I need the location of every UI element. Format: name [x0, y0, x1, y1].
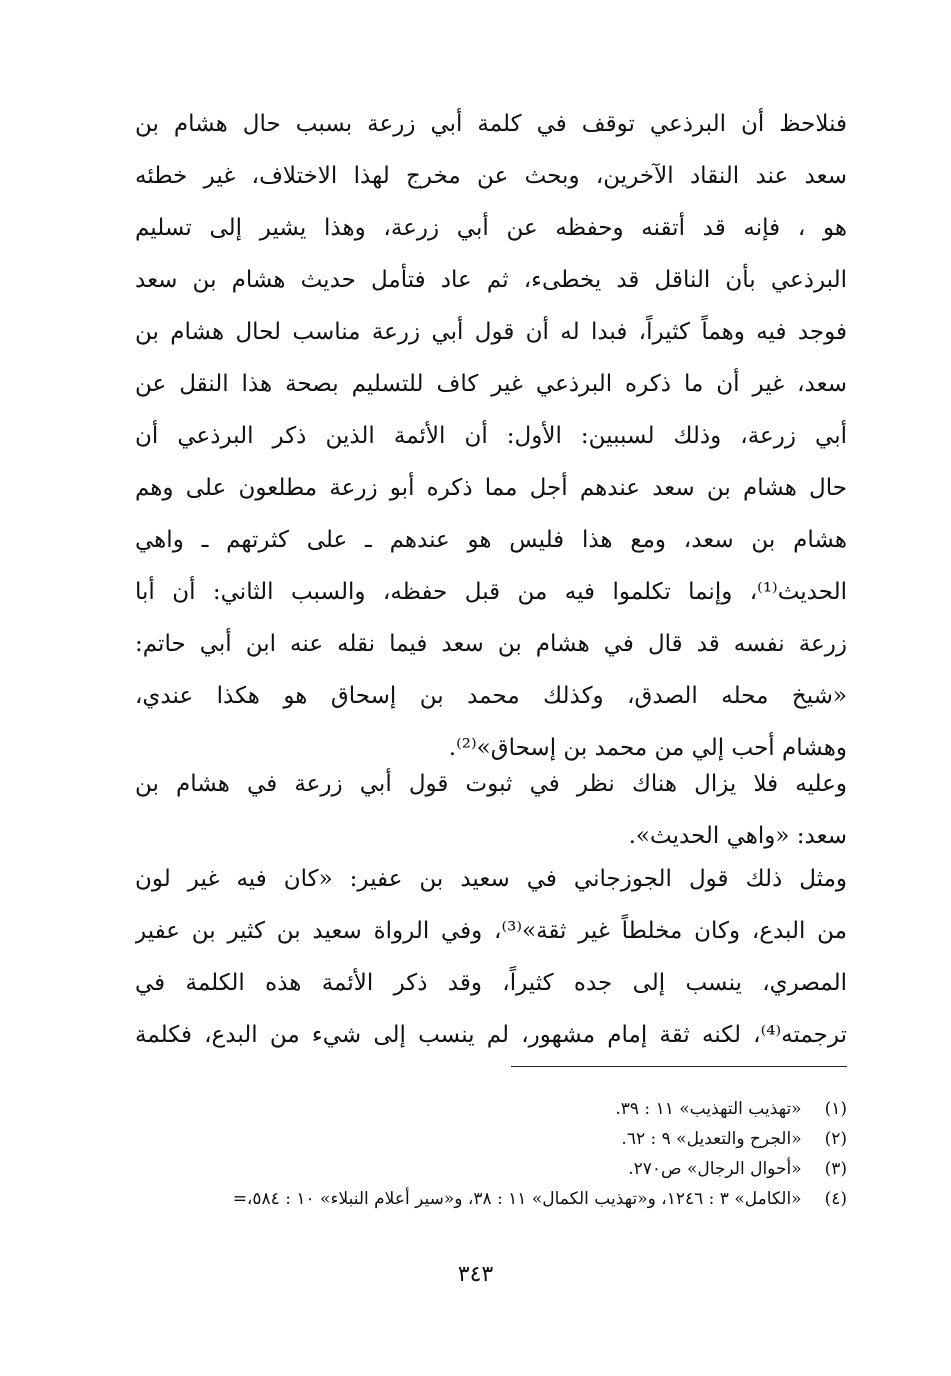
text-line: فنلاحظ أن البرذعي توقف في كلمة أبي زرعة بسبب حال هشام بن: [135, 111, 847, 137]
text-line: البرذعي بأن الناقل قد يخطىء، ثم عاد فتأمل حديث هشام بن سعد: [135, 267, 847, 293]
footnote-number: (١): [824, 1099, 847, 1119]
page-number: ٣٤٣: [457, 1262, 494, 1287]
footnote-item: [135, 1184, 847, 1214]
text-line: ترجمته⁽⁴⁾، لكنه ثقة إمام مشهور، لم ينسب إلى شيء من البدع، فكلمة: [135, 1022, 847, 1048]
footnote-separator: [511, 1066, 847, 1067]
text-line: المصري، ينسب إلى جده كثيراً، وقد ذكر الأئمة هذه الكلمة في: [135, 970, 847, 996]
footnote-item: [135, 1124, 847, 1154]
text-line: سعد: «واهي الحديث».: [628, 823, 847, 849]
text-line: هو ، فإنه قد أتقنه وحفظه عن أبي زرعة، وهذا يشير إلى تسليم: [135, 215, 847, 241]
footnote-text: «الجرح والتعديل» ٩ : ٦٢.: [621, 1129, 802, 1149]
text-line: زرعة نفسه قد قال في هشام بن سعد فيما نقله عنه ابن أبي حاتم:: [135, 631, 847, 657]
text-line: الحديث⁽¹⁾، وإنما تكلموا فيه من قبل حفظه، والسبب الثاني: أن أبا: [135, 579, 847, 605]
text-line: «شيخ محله الصدق، وكذلك محمد بن إسحاق هو هكذا عندي،: [135, 683, 847, 709]
footnote-text: «أحوال الرجال» ص٢٧٠.: [628, 1159, 802, 1179]
paragraph-1: [135, 98, 847, 774]
text-line: أبي زرعة، وذلك لسببين: الأول: أن الأئمة الذين ذكر البرذعي أن: [135, 423, 847, 449]
text-line: من البدع، وكان مخلطاً غير ثقة»⁽³⁾، وفي الرواة سعيد بن كثير بن عفير: [135, 918, 847, 944]
paragraph-2: [135, 758, 847, 862]
text-line: وهشام أحب إلي من محمد بن إسحاق»⁽²⁾.: [448, 735, 847, 761]
text-line: هشام بن سعد، ومع هذا فليس هو عندهم ـ على كثرتهم ـ واهي: [135, 527, 847, 553]
text-line: حال هشام بن سعد عندهم أجل مما ذكره أبو زرعة مطلعون على وهم: [135, 475, 847, 501]
text-line: سعد عند النقاد الآخرين، وبحث عن مخرج لهذا الاختلاف، غير خطئه: [135, 163, 847, 189]
footnote-item: [135, 1154, 847, 1184]
text-line: ومثل ذلك قول الجوزجاني في سعيد بن عفير: «كان فيه غير لون: [135, 866, 847, 892]
footnote-number: (٣): [824, 1159, 847, 1179]
paragraph-3: [135, 853, 847, 1061]
footnote-text: «تهذيب التهذيب» ١١ : ٣٩.: [615, 1099, 802, 1119]
text-line: فوجد فيه وهماً كثيراً، فبدا له أن قول أبي زرعة مناسب لحال هشام بن: [135, 319, 847, 345]
text-line: سعد، غير أن ما ذكره البرذعي غير كاف للتسليم بصحة هذا النقل عن: [135, 371, 847, 397]
footnote-number: (٢): [824, 1129, 847, 1149]
footnotes: [135, 1094, 847, 1214]
footnote-number: (٤): [824, 1189, 847, 1209]
footnote-text: «الكامل» ٣ : ١٢٤٦، و«تهذيب الكمال» ١١ : ٣٨، و«سير أعلام النبلاء» ١٠ : ٥٨٤،=: [232, 1189, 802, 1209]
text-line: وعليه فلا يزال هناك نظر في ثبوت قول أبي زرعة في هشام بن: [135, 771, 847, 797]
footnote-item: [135, 1094, 847, 1124]
